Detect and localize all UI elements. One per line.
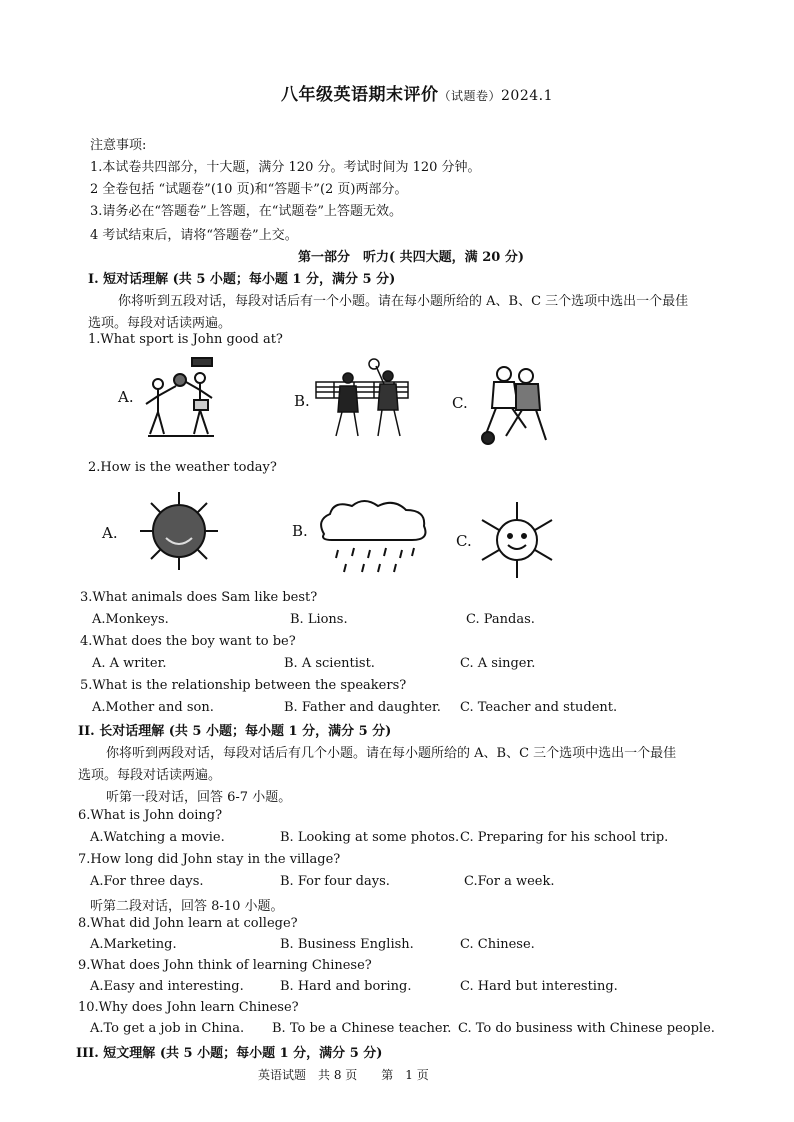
question-4: 4.What does the boy want to be? xyxy=(80,634,296,649)
option-a: A.To get a job in China. xyxy=(90,1021,245,1036)
dialog1-note: 听第一段对话，回答 6-7 小题。 xyxy=(106,790,292,805)
rain-cloud-image xyxy=(314,496,436,576)
note-item: 2 全卷包括 “试题卷”(10 页)和“答题卡”(2 页)两部分。 xyxy=(90,182,408,197)
option-c: C. To do business with Chinese people. xyxy=(458,1021,715,1036)
section1-instruction: 选项。每段对话读两遍。 xyxy=(88,316,232,331)
title-sub: （试题卷） xyxy=(438,89,502,103)
option-b: B. For four days. xyxy=(280,874,390,889)
option-a: A.Easy and interesting. xyxy=(90,979,244,994)
snowflake-image xyxy=(478,500,556,580)
option-b: B. Father and daughter. xyxy=(284,700,441,715)
question-2: 2.How is the weather today? xyxy=(88,460,277,475)
option-a: A.Marketing. xyxy=(90,937,177,952)
option-a: A.For three days. xyxy=(90,874,204,889)
question-8: 8.What did John learn at college? xyxy=(78,916,298,931)
option-b: B. A scientist. xyxy=(284,656,375,671)
page-footer: 英语试题 共 8 页 第 1 页 xyxy=(258,1068,429,1082)
option-b: B. To be a Chinese teacher. xyxy=(272,1021,452,1036)
section2-instruction: 你将听到两段对话，每段对话后有几个小题。请在每小题所给的 A、B、C 三个选项中选出一个最佳 xyxy=(106,746,677,761)
question-6: 6.What is John doing? xyxy=(78,808,223,823)
volleyball-players-image xyxy=(314,356,410,440)
question-9: 9.What does John think of learning Chinese? xyxy=(78,958,372,973)
note-item: 4 考试结束后，请将“答题卷”上交。 xyxy=(90,228,298,243)
option-label: A. xyxy=(102,524,118,542)
part1-title: 第一部分 听力( 共四大题，满 20 分) xyxy=(298,250,524,265)
football-players-image xyxy=(474,362,556,446)
option-a: A.Monkeys. xyxy=(92,612,169,627)
question-10: 10.Why does John learn Chinese? xyxy=(78,1000,299,1015)
question-5: 5.What is the relationship between the speakers? xyxy=(80,678,407,693)
section1-heading: I. 短对话理解 (共 5 小题；每小题 1 分，满分 5 分) xyxy=(88,272,396,287)
option-c: C. Preparing for his school trip. xyxy=(460,830,669,845)
notes-heading: 注意事项: xyxy=(90,138,147,153)
note-item: 3.请务必在“答题卷”上答题，在“试题卷”上答题无效。 xyxy=(90,204,402,219)
section1-instruction: 你将听到五段对话，每段对话后有一个小题。请在每小题所给的 A、B、C 三个选项中选出一个最佳 xyxy=(118,294,689,309)
page-title xyxy=(281,80,553,105)
option-a: A.Mother and son. xyxy=(92,700,214,715)
dialog2-note: 听第二段对话，回答 8-10 小题。 xyxy=(90,899,284,914)
option-c: C. A singer. xyxy=(460,656,536,671)
note-item: 1.本试卷共四部分，十大题，满分 120 分。考试时间为 120 分钟。 xyxy=(90,160,481,175)
option-label: B. xyxy=(294,392,310,410)
sun-image xyxy=(134,488,224,574)
question-7: 7.How long did John stay in the village? xyxy=(78,852,341,867)
option-c: C. Hard but interesting. xyxy=(460,979,618,994)
option-b: B. Lions. xyxy=(290,612,348,627)
option-c: C. Pandas. xyxy=(466,612,535,627)
option-a: A.Watching a movie. xyxy=(90,830,225,845)
option-b: B. Business English. xyxy=(280,937,414,952)
option-c: C. Teacher and student. xyxy=(460,700,618,715)
option-label: C. xyxy=(456,532,472,550)
title-year: 2024.1 xyxy=(501,88,554,104)
option-label: A. xyxy=(118,388,134,406)
option-a: A. A writer. xyxy=(92,656,167,671)
option-label: C. xyxy=(452,394,468,412)
option-b: B. Looking at some photos. xyxy=(280,830,460,845)
basketball-players-image xyxy=(138,356,222,440)
question-3: 3.What animals does Sam like best? xyxy=(80,590,318,605)
option-label: B. xyxy=(292,522,308,540)
option-c: C.For a week. xyxy=(464,874,555,889)
section3-heading: III. 短文理解 (共 5 小题；每小题 1 分，满分 5 分) xyxy=(76,1046,383,1061)
option-c: C. Chinese. xyxy=(460,937,535,952)
option-b: B. Hard and boring. xyxy=(280,979,412,994)
title-main: 八年级英语期末评价 xyxy=(281,85,439,105)
question-1: 1.What sport is John good at? xyxy=(88,332,283,347)
section2-instruction: 选项。每段对话读两遍。 xyxy=(78,768,222,783)
section2-heading: II. 长对话理解 (共 5 小题；每小题 1 分，满分 5 分) xyxy=(78,724,392,739)
